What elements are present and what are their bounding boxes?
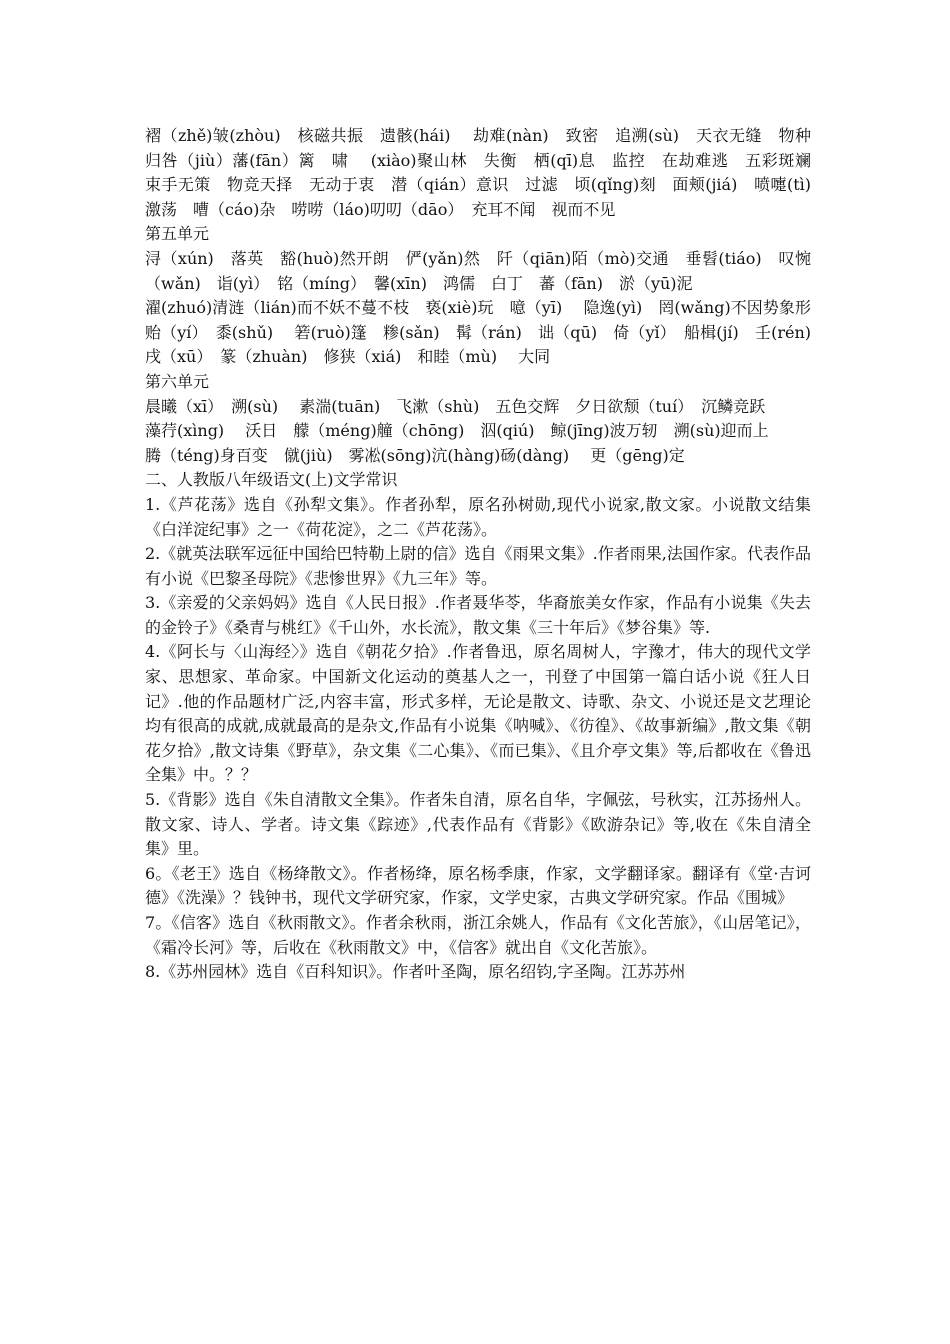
section-heading-literature: 二、人教版八年级语文(上)文学常识 xyxy=(145,470,398,490)
vocab-paragraph-unit5-b: 濯(zhuó)清涟（lián)而不妖不蔓不枝 亵(xiè)玩 噫（yī) 隐逸(yì) 罔(wǎng)不因势象形 贻（yí） 黍(shǔ) 箬(ruò)篷 糁(sǎn) 髯（rán) 诎（qū) 倚（yǐ） 船楫(jí) 壬(rén)戌（xū） 篆（zhuàn) 修狭（xiá) 和睦（mù) 大同 xyxy=(145,298,828,367)
vocab-paragraph-unit6-c: 腾（téng)身百变 僦(jiù) 雾凇(sōng)沆(hàng)砀(dàng) 更（gēng)定 xyxy=(145,445,685,465)
vocab-paragraph-unit6-a: 晨曦（xī） 溯(sù) 素湍(tuān) 飞漱（shù) 五色交辉 夕日欲颓（tuí） 沉鳞竞跃 xyxy=(145,396,766,416)
literature-item-8: 8.《苏州园林》选自《百科知识》。作者叶圣陶，原名绍钧,字圣陶。江苏苏州 xyxy=(145,962,686,982)
section-heading-unit6: 第六单元 xyxy=(145,371,210,391)
literature-item-7: 7。《信客》选自《秋雨散文》。作者余秋雨，浙江余姚人，作品有《文化苦旅》，《山居笔记》，《霜冷长河》等，后收在《秋雨散文》中，《信客》就出自《文化苦旅》。 xyxy=(145,913,811,957)
vocab-paragraph-unit6-b: 藻荇(xìng) 沃日 艨（méng)艟（chōng) 泅(qiú) 鲸(jīng)波万轫 溯(sù)迎而上 xyxy=(145,421,769,441)
literature-item-5: 5.《背影》选自《朱自清散文全集》。作者朱自清，原名自华，字佩弦，号秋实，江苏扬州人。散文家、诗人、学者。诗文集《踪迹》,代表作品有《背影》《欧游杂记》等,收在《朱自清全集》里。 xyxy=(145,790,811,859)
document-body xyxy=(145,124,828,985)
section-heading-unit5: 第五单元 xyxy=(145,224,210,244)
literature-item-4: 4.《阿长与〈山海经〉》选自《朝花夕拾》.作者鲁迅，原名周树人，字豫才，伟大的现代文学家、思想家、革命家。中国新文化运动的奠基人之一，刊登了中国第一篇白话小说《狂人日记》.他的作品题材广泛,内容丰富，形式多样，无论是散文、诗歌、杂文、小说还是文艺理论均有很高的成就,成就最高的是杂文,作品有小说集《呐喊》、《彷徨》、《故事新编》,散文集《朝花夕拾》,散文诗集《野草》，杂文集《二心集》、《而已集》、《且介亭文集》等,后都收在《鲁迅全集》中。？？ xyxy=(145,642,811,785)
literature-item-2: 2.《就英法联军远征中国给巴特勒上尉的信》选自《雨果文集》.作者雨果,法国作家。代表作品有小说《巴黎圣母院》《悲惨世界》《九三年》等。 xyxy=(145,544,811,588)
literature-item-6: 6。《老王》选自《杨绛散文》。作者杨绛，原名杨季康，作家，文学翻译家。翻译有《堂·吉诃德》《洗澡》？钱钟书，现代文学研究家，作家，文学史家，古典文学研究家。作品《围城》 xyxy=(145,863,811,908)
literature-item-3: 3.《亲爱的父亲妈妈》选自《人民日报》.作者聂华苓，华裔旅美女作家，作品有小说集《失去的金铃子》《桑青与桃红》《千山外，水长流》，散文集《三十年后》《梦谷集》等. xyxy=(145,593,811,637)
vocab-paragraph-unit5-a: 浔（xún) 落英 豁(huò)然开朗 俨(yǎn)然 阡（qiān)陌（mò)交通 垂髫(tiáo) 叹惋（wǎn) 诣(yì） 铭（míng） 馨(xīn) 鸿儒 白丁 蕃（fān) 淤（yū)泥 xyxy=(145,248,811,293)
vocab-paragraph-unit4: 褶（zhě)皱(zhòu) 核磁共振 遗骸(hái) 劫难(nàn) 致密 追溯(sù) 天衣无缝 物种 归咎（jiù）藩(fān）篱 啸 (xiào)聚山林 失衡 栖(qī)息 监控 在劫难逃 五彩斑斓 束手无策 物竞天择 无动于衷 潜（qián）意识 过滤 顷(qǐng)刻 面颊(jiá) 喷嚏(tì) 激荡 嘈（cáo)杂 唠唠（láo)叨叨（dāo） 充耳不闻 视而不见 xyxy=(145,126,828,219)
literature-item-1: 1.《芦花荡》选自《孙犁文集》。作者孙犁，原名孙树勋,现代小说家,散文家。小说散文结集《白洋淀纪事》之一《荷花淀》，之二《芦花荡》。 xyxy=(145,494,811,539)
